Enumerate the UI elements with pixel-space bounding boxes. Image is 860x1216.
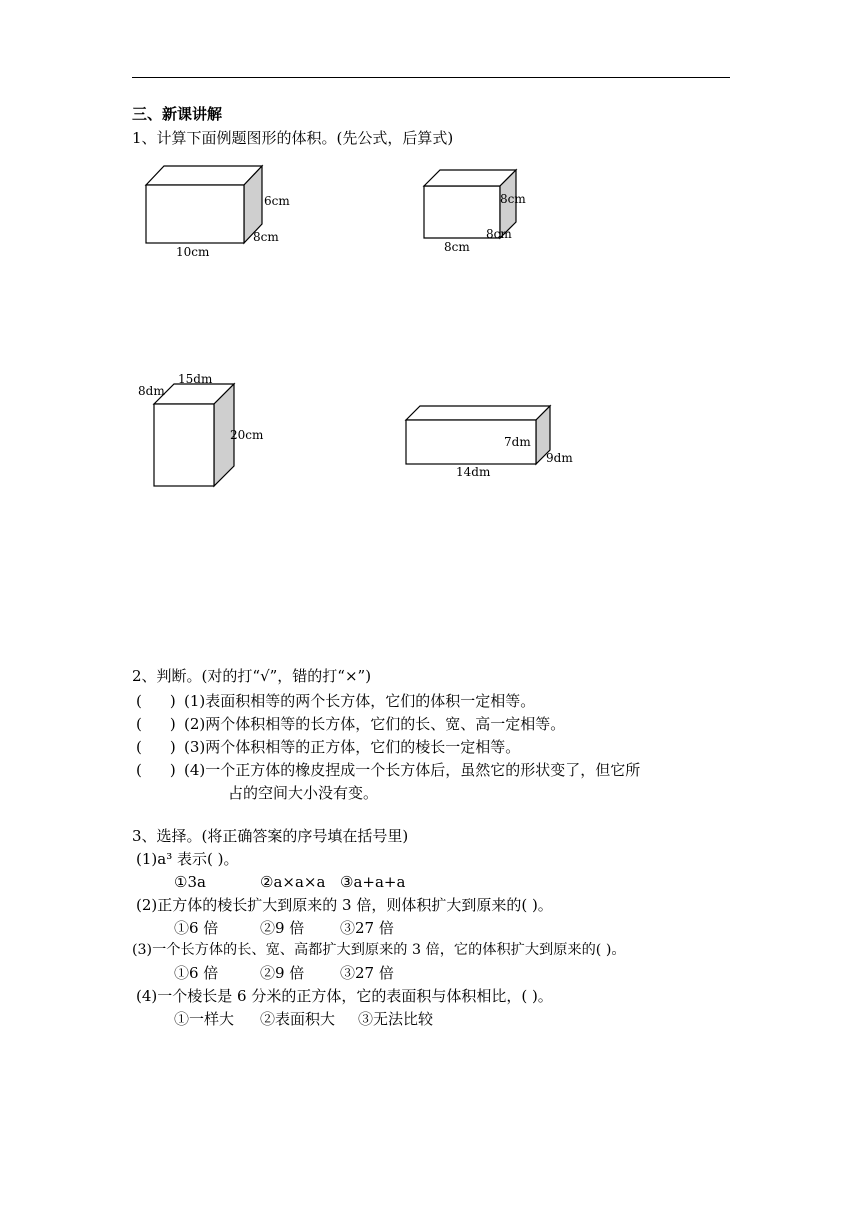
- q2-item-4: [136, 760, 640, 780]
- fig4-length-label: 14dm: [456, 465, 491, 479]
- fig3-length-label: 15dm: [178, 372, 213, 386]
- q3-stem-2: (2)正方体的棱长扩大到原来的 3 倍，则体积扩大到原来的( )。: [136, 896, 553, 914]
- fig2-length-label: 8cm: [444, 240, 470, 254]
- q3-option[interactable]: ①一样大: [174, 1010, 235, 1028]
- cube-figure-2: [418, 164, 538, 256]
- cuboid-figure-3: [136, 370, 276, 492]
- q3-option[interactable]: ①6 倍: [174, 964, 219, 982]
- q3-option[interactable]: ②9 倍: [260, 919, 305, 937]
- q3-option[interactable]: ①3a: [174, 873, 206, 891]
- q2-item-text: (2)两个体积相等的长方体，它们的长、宽、高一定相等。: [184, 715, 566, 733]
- q2-item-text: (1)表面积相等的两个长方体，它们的体积一定相等。: [184, 692, 536, 710]
- q3-option[interactable]: ②表面积大: [260, 1010, 336, 1028]
- fig4-height-label: 7dm: [504, 435, 531, 449]
- answer-blank[interactable]: ( ): [136, 738, 176, 756]
- q3-stem-4: (4)一个棱长是 6 分米的正方体，它的表面积与体积相比，( )。: [136, 987, 553, 1005]
- q3-options-4: [174, 1009, 433, 1029]
- q2-item-4-continuation: 占的空间大小没有变。: [228, 784, 379, 802]
- q3-option[interactable]: ③a+a+a: [340, 873, 406, 891]
- q2-title: 2、判断。(对的打“√”，错的打“×”): [132, 667, 372, 685]
- fig1-depth-label: 8cm: [253, 230, 279, 244]
- fig2-depth-label: 8cm: [486, 227, 512, 241]
- answer-blank[interactable]: ( ): [136, 761, 176, 779]
- fig3-height-label: 20cm: [230, 428, 264, 442]
- cuboid-1-front: [146, 185, 244, 243]
- q3-options-2: [174, 918, 394, 938]
- q2-item-2: [136, 714, 565, 734]
- cuboid-1-top: [146, 166, 262, 185]
- answer-blank[interactable]: ( ): [136, 715, 176, 733]
- q3-title: 3、选择。(将正确答案的序号填在括号里): [132, 827, 409, 845]
- cuboid-figure-1: [138, 160, 308, 260]
- q1-title: 1、计算下面例题图形的体积。(先公式，后算式): [132, 129, 454, 147]
- fig2-height-label: 8cm: [500, 192, 526, 206]
- fig1-height-label: 6cm: [264, 194, 290, 208]
- q3-option[interactable]: ③无法比较: [358, 1010, 434, 1028]
- q2-item-3: [136, 737, 520, 757]
- section-title: 三、新课讲解: [132, 105, 223, 123]
- q3-option[interactable]: ③27 倍: [340, 964, 394, 982]
- q3-option[interactable]: ①6 倍: [174, 919, 219, 937]
- cuboid-4-top: [406, 406, 550, 420]
- fig4-depth-label: 9dm: [546, 451, 573, 465]
- q3-option[interactable]: ③27 倍: [340, 919, 394, 937]
- q3-options-1: [174, 872, 405, 892]
- q3-option[interactable]: ②a×a×a: [260, 873, 326, 891]
- header-rule: [132, 77, 730, 78]
- q3-options-3: [174, 963, 394, 983]
- q3-option[interactable]: ②9 倍: [260, 964, 305, 982]
- q2-item-text: (4)一个正方体的橡皮捏成一个长方体后，虽然它的形状变了，但它所: [184, 761, 641, 779]
- q3-stem-1: (1)a³ 表示( )。: [136, 850, 239, 868]
- cuboid-3-front: [154, 404, 214, 486]
- cuboid-figure-4: [400, 398, 590, 482]
- q3-stem-3: (3)一个长方体的长、宽、高都扩大到原来的 3 倍，它的体积扩大到原来的( )。: [132, 942, 626, 958]
- q2-item-1: [136, 691, 535, 711]
- fig3-depth-label: 8dm: [138, 384, 165, 398]
- answer-blank[interactable]: ( ): [136, 692, 176, 710]
- q2-item-text: (3)两个体积相等的正方体，它们的棱长一定相等。: [184, 738, 521, 756]
- fig1-length-label: 10cm: [176, 245, 210, 259]
